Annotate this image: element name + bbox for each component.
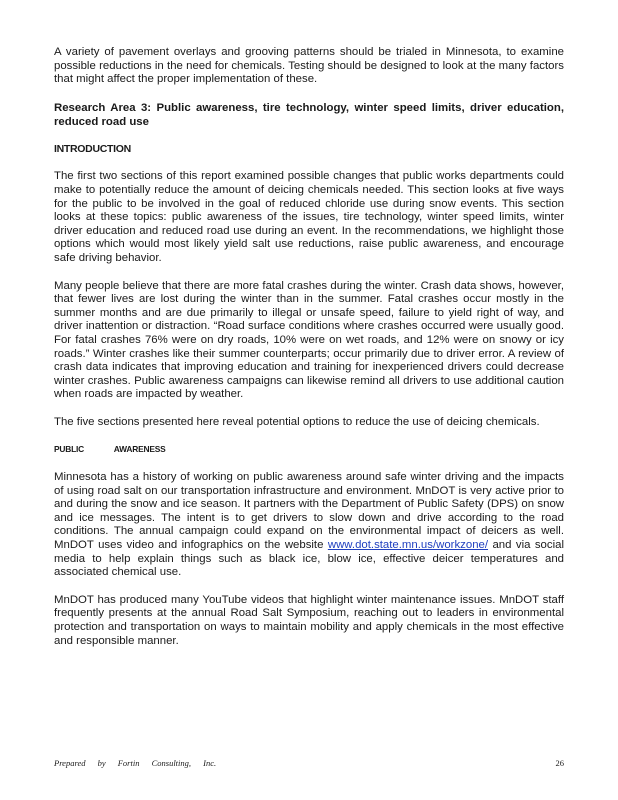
- page-content: [54, 46, 564, 648]
- introduction-paragraph-2: Many people believe that there are more fatal crashes during the winter. Crash data shows, however, that fewer lives are lost during the winter than in the summer. Fatal crashes occur mostly in the summer months and are due primarily to illegal or unsafe speed, failure to yield right of way, and driver inattention or distraction. “Road surface conditions where crashes occurred were usually good. For fatal crashes 76% were on dry roads, 10% were on wet roads, and 12% were on snowy or icy roads.” Winter crashes like their summer counterparts; occur primarily due to driver error. A review of crash data indicates that improving education and training for inexperienced drivers could decrease winter crashes. Public awareness campaigns can likewise remind all drivers to use additional caution when roads are impacted by weather.: [54, 279, 564, 401]
- spacer: [54, 266, 564, 280]
- public-awareness-heading: PUBLIC AWARENESS: [54, 444, 166, 455]
- public-awareness-text-before-link: Minnesota has a history of working on public awareness around safe winter driving and the impacts of using road salt on our transportation infrastructure and environment. MnDOT is very active prior to and during the snow and ice season. It partners with the Department of Public Safety (DPS) on snow and ice messages. The intent is to get drivers to slow down and drive according to the road conditions. The annual campaign could expand on the environmental impact of deicers as well. MnDOT uses video and infographics on the website: [54, 471, 564, 552]
- public-awareness-text-after-link: and via social media to help explain things such as black ice, blow ice, effective deicer temperatures and associated chemical use.: [54, 539, 564, 579]
- workzone-link[interactable]: www.dot.state.mn.us/workzone/: [327, 539, 489, 552]
- introduction-paragraph-1: The first two sections of this report examined possible changes that public works departments could make to potentially reduce the amount of deicing chemicals needed. This section looks at five ways for the public to be involved in the goal of reduced chloride use during snow events. This section looks at these topics: public awareness of the issues, tire technology, winter speed limits, winter driver education and reduced road use during an event. In the recommendations, we highlight those options which would most likely yield salt use reductions, raise public awareness, and encourage safe driving behavior.: [54, 170, 564, 264]
- spacer: [54, 402, 564, 416]
- spacer: [54, 429, 564, 443]
- public-awareness-paragraph-1: [54, 471, 564, 580]
- spacer: [54, 580, 564, 594]
- spacer: [54, 87, 564, 101]
- public-awareness-paragraph-2: MnDOT has produced many YouTube videos that highlight winter maintenance issues. MnDOT staff frequently presents at the annual Road Salt Symposium, reaching out to leaders in environmental protection and transportation on ways to maintain mobility and apply chemicals in the most effective and responsible manner.: [54, 593, 564, 647]
- intro-paragraph: A variety of pavement overlays and grooving patterns should be trialed in Minnesota, to examine possible reductions in the need for chemicals. Testing should be designed to look at the many factors that might affect the proper implementation of these.: [54, 46, 564, 86]
- spacer: [54, 129, 564, 143]
- research-area-heading: Research Area 3: Public awareness, tire technology, winter speed limits, driver education, reduced road use: [54, 101, 564, 128]
- introduction-heading: INTRODUCTION: [54, 142, 131, 155]
- spacer: [54, 156, 564, 170]
- spacer: [54, 457, 564, 471]
- footer-prepared-by: Prepared by Fortin Consulting, Inc.: [54, 758, 217, 768]
- introduction-paragraph-3: The five sections presented here reveal potential options to reduce the use of deicing chemicals.: [54, 415, 540, 428]
- page-number: 26: [555, 758, 564, 768]
